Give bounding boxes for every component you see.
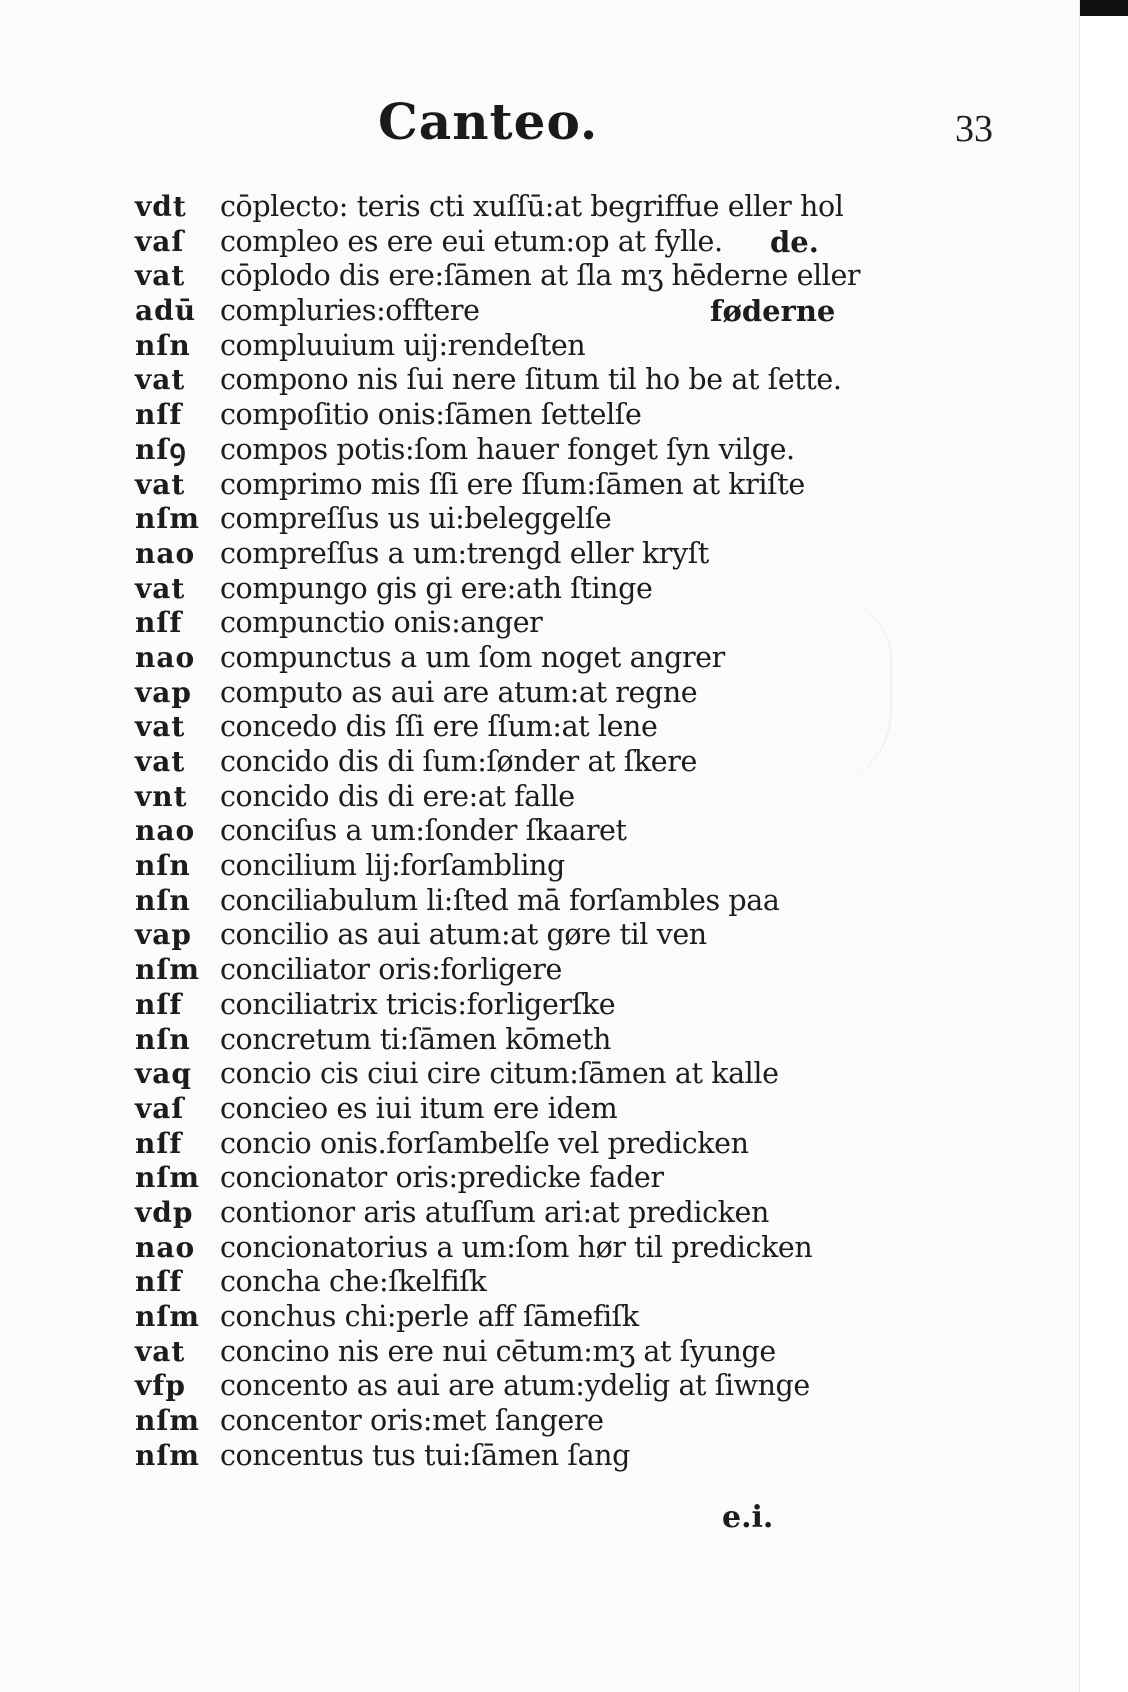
grammar-code: nſf: [135, 1126, 183, 1160]
entry-text: concido dis di ere:at falle: [220, 779, 575, 813]
signature-mark: e.i.: [722, 1500, 774, 1535]
grammar-code: nſn: [135, 883, 191, 917]
dictionary-entry: [135, 398, 905, 433]
dictionary-entry: [135, 1369, 905, 1404]
grammar-code: nſn: [135, 849, 191, 883]
dictionary-entry: [135, 1161, 905, 1196]
entry-text: concha che:ſkelfiſk: [220, 1265, 487, 1299]
dictionary-entry: [135, 1196, 905, 1231]
grammar-code: vat: [135, 710, 186, 744]
entry-text: concido dis di ſum:ſønder at ſkere: [220, 745, 697, 778]
dictionary-entry: [135, 329, 905, 364]
entry-text: concilio as aui atum:at gøre til ven: [220, 918, 707, 952]
dictionary-entry: [135, 918, 905, 953]
grammar-code: vat: [135, 745, 186, 778]
entry-text: compunctio onis:anger: [220, 606, 543, 640]
grammar-code: vap: [135, 675, 192, 709]
grammar-code: nſf: [135, 987, 183, 1021]
dictionary-entry: [135, 814, 905, 849]
entry-text: concentus tus tui:ſāmen ſang: [220, 1438, 630, 1472]
dictionary-entry: [135, 1092, 905, 1127]
dictionary-entry: [135, 884, 905, 919]
grammar-code: vdp: [135, 1195, 194, 1229]
entry-text: conciliatrix tricis:forligerſke: [220, 987, 616, 1021]
dictionary-entry: [135, 641, 905, 676]
grammar-code: nſn: [135, 1022, 191, 1056]
grammar-code: vat: [135, 571, 186, 605]
grammar-code: nſm: [135, 1161, 201, 1195]
entry-text: compono nis ſui nere ſitum til ho be at ſette.: [220, 363, 842, 397]
grammar-code: nſm: [135, 953, 201, 987]
entry-text: compreſſus a um:trengd eller kryſt: [220, 536, 709, 570]
grammar-code: nſn: [135, 328, 191, 362]
grammar-code: nao: [135, 814, 196, 848]
entry-text: compunctus a um ſom noget angrer: [220, 640, 725, 674]
entry-text: compluuium uij:rendeſten: [220, 328, 586, 362]
entry-text: compos potis:ſom hauer fonget ſyn vilge.: [220, 432, 795, 466]
dictionary-entry: [135, 710, 905, 745]
dictionary-entry: [135, 780, 905, 815]
margin-note: føderne: [710, 294, 836, 329]
entry-text: concionatorius a um:ſom hør til predicken: [220, 1230, 813, 1264]
entry-text: compreſſus us ui:beleggelſe: [220, 502, 612, 536]
dictionary-entry: [135, 537, 905, 572]
dictionary-entry: [135, 433, 905, 468]
dictionary-entry: [135, 502, 905, 537]
entry-text: computo as aui are atum:at regne: [220, 675, 698, 709]
dictionary-entries: [135, 190, 905, 1473]
entry-text: conciliabulum li:ſted mā forſambles paa: [220, 883, 780, 917]
grammar-code: vfp: [135, 1369, 186, 1403]
dictionary-entry: [135, 953, 905, 988]
entry-text: concedo dis ſſi ere ſſum:at lene: [220, 710, 658, 744]
grammar-code: nao: [135, 640, 196, 674]
dictionary-entry: [135, 1265, 905, 1300]
grammar-code: nſꝯ: [135, 432, 187, 466]
dictionary-entry: [135, 190, 905, 225]
entry-text: concino nis ere nui cētum:mʒ at ſyunge: [220, 1334, 776, 1368]
grammar-code: vat: [135, 259, 186, 293]
grammar-code: nſm: [135, 1300, 201, 1333]
dictionary-entry: [135, 745, 905, 780]
grammar-code: nſm: [135, 502, 201, 536]
scan-edge: [1079, 0, 1128, 1692]
entry-text: compungo gis gi ere:ath ſtinge: [220, 571, 653, 605]
grammar-code: vaſ: [135, 224, 185, 258]
grammar-code: vap: [135, 918, 192, 952]
entry-text: conciſus a um:ſonder ſkaaret: [220, 814, 627, 848]
grammar-code: vnt: [135, 779, 188, 813]
dictionary-entry: [135, 988, 905, 1023]
entry-text: compluries:offtere: [220, 294, 480, 328]
entry-text: contionor aris atuſſum ari:at predicken: [220, 1195, 769, 1229]
grammar-code: nſf: [135, 398, 183, 432]
grammar-code: adū: [135, 294, 197, 328]
grammar-code: nao: [135, 536, 196, 570]
dictionary-entry: [135, 849, 905, 884]
scan-edge-mark: [1080, 0, 1128, 16]
grammar-code: vat: [135, 1334, 186, 1368]
grammar-code: vaſ: [135, 1091, 185, 1125]
entry-text: concilium lij:forſambling: [220, 849, 565, 883]
entry-text: concio cis ciui cire citum:ſāmen at kalle: [220, 1057, 779, 1091]
entry-text: conciliator oris:forligere: [220, 953, 562, 987]
entry-text: compleo es ere eui etum:op at fylle.: [220, 224, 723, 258]
dictionary-entry: [135, 1127, 905, 1162]
entry-text: compoſitio onis:ſāmen ſettelſe: [220, 398, 642, 432]
grammar-code: nſf: [135, 1265, 183, 1299]
dictionary-entry: [135, 225, 905, 260]
entry-text: concento as aui are atum:ydelig at ſiwnge: [220, 1369, 810, 1403]
entry-text: concieo es iui itum ere idem: [220, 1091, 618, 1125]
grammar-code: nſm: [135, 1438, 201, 1472]
grammar-code: vat: [135, 363, 186, 397]
dictionary-entry: [135, 1300, 905, 1335]
entry-text: conchus chi:perle aff ſāmefiſk: [220, 1300, 639, 1333]
entry-text: cōplecto: teris cti xuſſū:at begriffue eller hol: [220, 190, 844, 223]
dictionary-entry: [135, 1335, 905, 1370]
dictionary-entry: [135, 572, 905, 607]
dictionary-entry: [135, 363, 905, 398]
grammar-code: nſm: [135, 1404, 201, 1438]
grammar-code: vat: [135, 467, 186, 501]
grammar-code: nſf: [135, 606, 183, 640]
dictionary-entry: [135, 676, 905, 711]
dictionary-entry: [135, 1057, 905, 1092]
page-number: 33: [955, 108, 993, 150]
dictionary-entry: [135, 468, 905, 503]
entry-text: cōplodo dis ere:ſāmen at ſla mʒ hēderne eller: [220, 259, 861, 293]
dictionary-entry: [135, 606, 905, 641]
margin-note: de.: [770, 224, 819, 259]
dictionary-entry: [135, 1439, 905, 1474]
entry-text: concentor oris:met ſangere: [220, 1404, 604, 1438]
dictionary-entry: [135, 1023, 905, 1058]
entry-text: concretum ti:ſāmen kōmeth: [220, 1022, 611, 1056]
entry-text: concio onis.forſambelſe vel predicken: [220, 1126, 749, 1160]
dictionary-entry: [135, 1231, 905, 1266]
running-head: Canteo.: [378, 92, 599, 151]
grammar-code: vaq: [135, 1057, 192, 1091]
dictionary-entry: [135, 294, 905, 329]
entry-text: concionator oris:predicke fader: [220, 1161, 664, 1195]
dictionary-entry: [135, 259, 905, 294]
entry-text: comprimo mis ſſi ere ſſum:ſāmen at kriſte: [220, 467, 805, 501]
grammar-code: nao: [135, 1230, 196, 1264]
dictionary-entry: [135, 1404, 905, 1439]
grammar-code: vdt: [135, 190, 187, 223]
